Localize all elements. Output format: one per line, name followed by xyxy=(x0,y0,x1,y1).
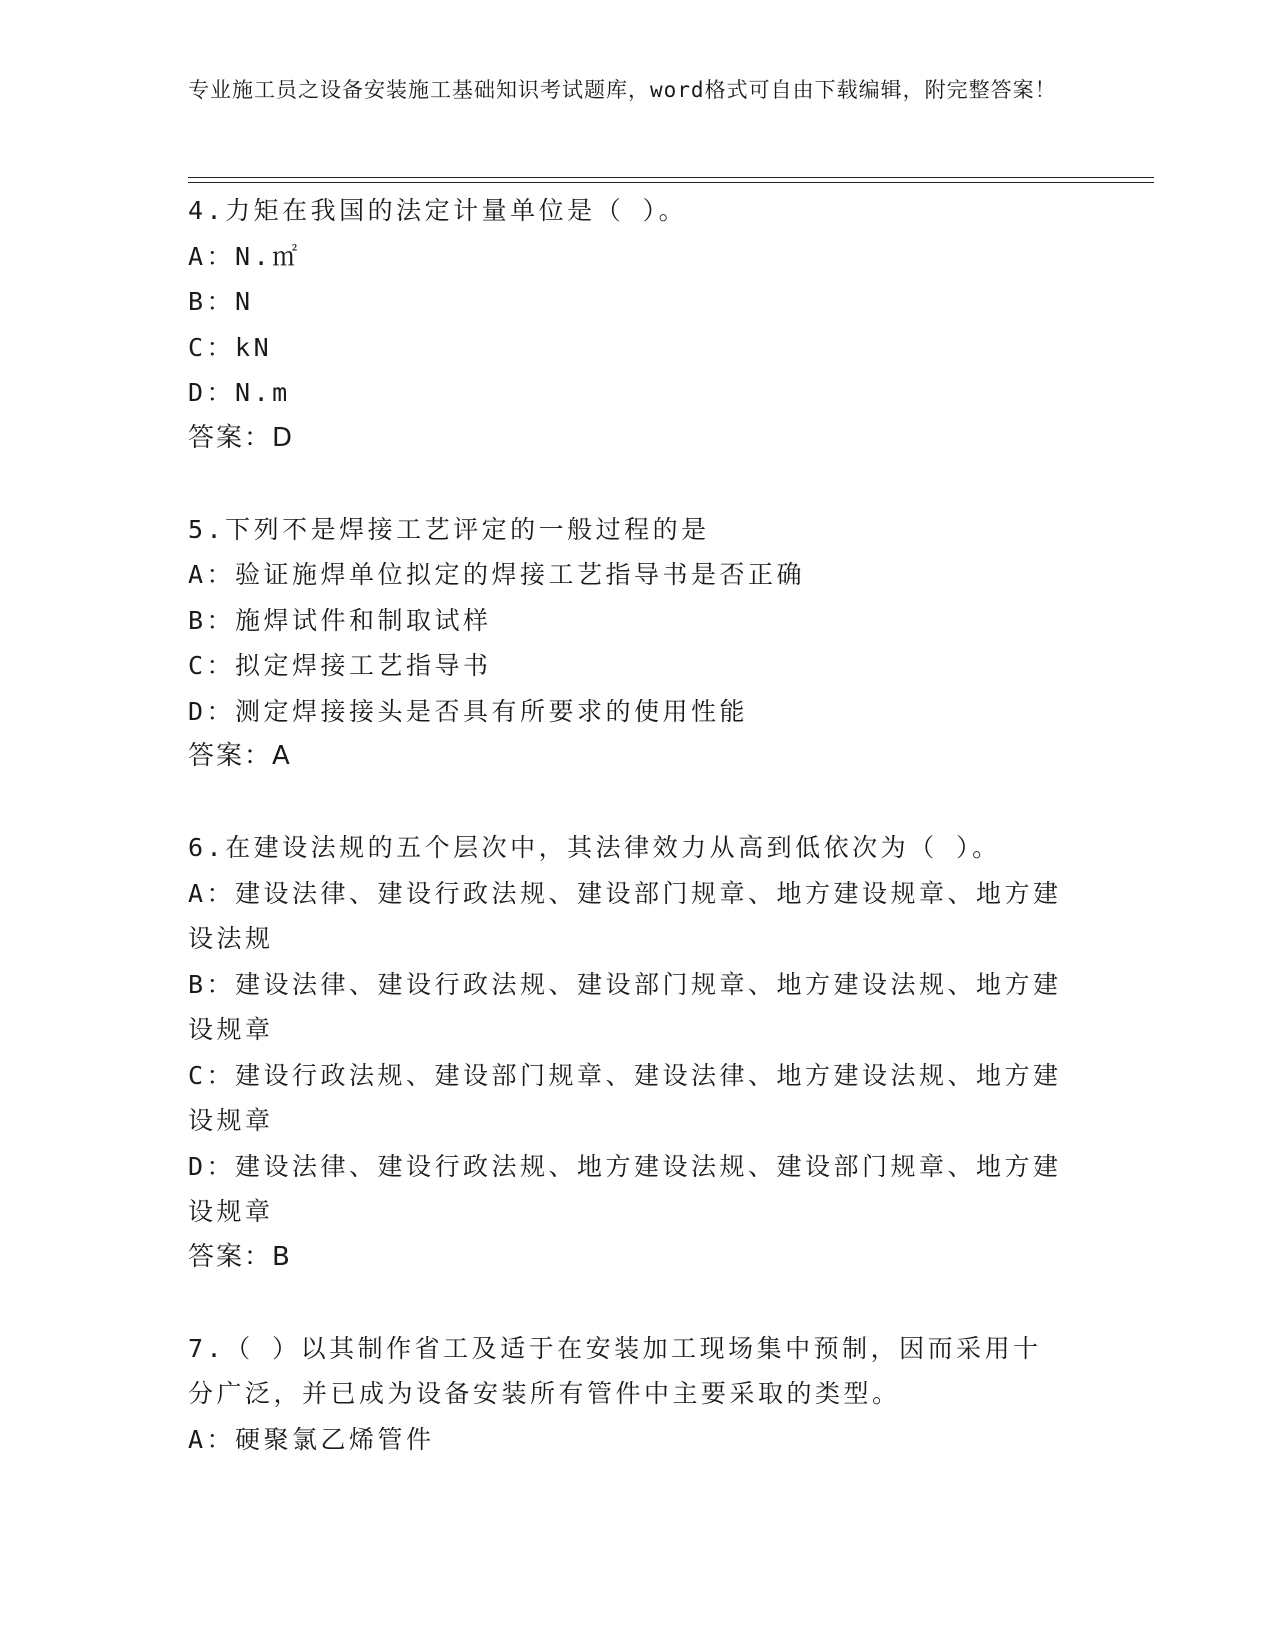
option-c: C：拟定焊接工艺指导书 xyxy=(188,651,492,680)
option-b: B：建设法律、建设行政法规、建设部门规章、地方建设法规、地方建设规章 xyxy=(188,969,1062,1044)
question-stem: 4.力矩在我国的法定计量单位是（ ）。 xyxy=(188,196,688,225)
question-list xyxy=(188,188,1068,1508)
option-d: D：建设法律、建设行政法规、地方建设法规、建设部门规章、地方建设规章 xyxy=(188,1151,1062,1226)
answer: 答案：B xyxy=(188,1241,292,1272)
question-7 xyxy=(188,1326,1068,1463)
option-b: B：施焊试件和制取试样 xyxy=(188,605,492,635)
question-stem: 5.下列不是焊接工艺评定的一般过程的是 xyxy=(188,514,710,544)
option-b: B：N xyxy=(188,287,254,316)
document-header: 专业施工员之设备安装施工基础知识考试题库，word格式可自由下载编辑，附完整答案！ xyxy=(188,78,1057,102)
question-4 xyxy=(188,188,1068,461)
option-d: D：测定焊接接头是否具有所要求的使用性能 xyxy=(188,696,749,726)
option-a: A：验证施焊单位拟定的焊接工艺指导书是否正确 xyxy=(188,560,806,589)
question-5 xyxy=(188,507,1068,780)
answer: 答案：D xyxy=(188,422,295,453)
question-stem: 7.（ ）以其制作省工及适于在安装加工现场集中预制，因而采用十分广泛，并已成为设备安装所有管件中主要采取的类型。 xyxy=(188,1333,1042,1408)
header-divider-top xyxy=(188,177,1154,178)
option-c: C：建设行政法规、建设部门规章、建设法律、地方建设法规、地方建设规章 xyxy=(188,1060,1062,1135)
answer: 答案：A xyxy=(188,741,292,771)
option-a: A：建设法律、建设行政法规、建设部门规章、地方建设规章、地方建设法规 xyxy=(188,878,1062,953)
header-divider-bottom xyxy=(188,182,1154,183)
question-stem: 6.在建设法规的五个层次中，其法律效力从高到低依次为（ ）。 xyxy=(188,833,1001,862)
option-a: A：N.㎡ xyxy=(188,241,301,271)
option-c: C：kN xyxy=(188,332,273,362)
option-d: D：N.m xyxy=(188,378,291,407)
option-a: A：硬聚氯乙烯管件 xyxy=(188,1424,435,1454)
question-6 xyxy=(188,825,1068,1280)
